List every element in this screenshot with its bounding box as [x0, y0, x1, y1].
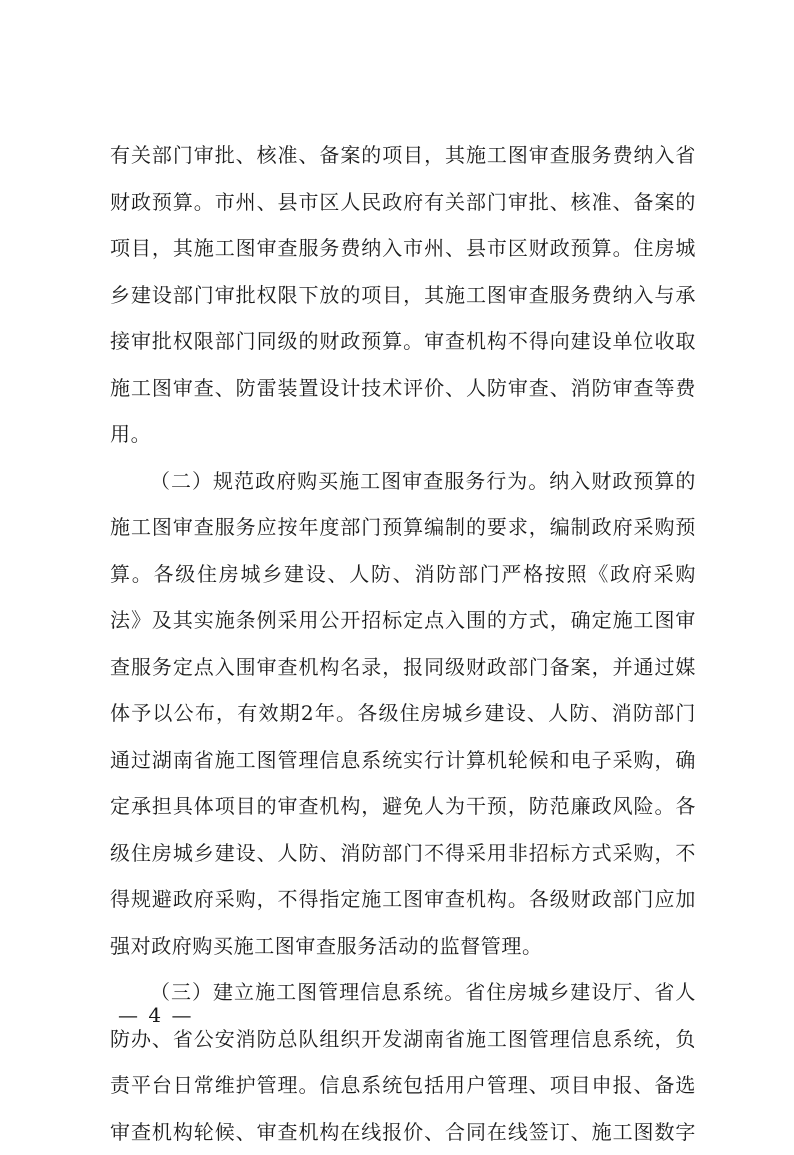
text-line: 用。 — [110, 411, 696, 458]
body-text — [110, 132, 696, 1155]
text-line: 项目，其施工图审查服务费纳入市州、县市区财政预算。住房城 — [110, 225, 696, 272]
text-line: 定承担具体项目的审查机构，避免人为干预，防范廉政风险。各 — [110, 783, 696, 830]
text-line: 体予以公布，有效期2年。各级住房城乡建设、人防、消防部门 — [110, 690, 696, 737]
section-heading-line: （三）建立施工图管理信息系统。省住房城乡建设厅、省人 — [110, 969, 696, 1016]
text-line: 施工图审查服务应按年度部门预算编制的要求，编制政府采购预 — [110, 504, 696, 551]
text-line: 接审批权限部门同级的财政预算。审查机构不得向建设单位收取 — [110, 318, 696, 365]
text-line: 财政预算。市州、县市区人民政府有关部门审批、核准、备案的 — [110, 179, 696, 226]
text-line: 级住房城乡建设、人防、消防部门不得采用非招标方式采购，不 — [110, 830, 696, 877]
text-line: 有关部门审批、核准、备案的项目，其施工图审查服务费纳入省 — [110, 132, 696, 179]
text-line: 审查机构轮候、审查机构在线报价、合同在线签订、施工图数字 — [110, 1109, 696, 1155]
text-line: 法》及其实施条例采用公开招标定点入围的方式，确定施工图审 — [110, 597, 696, 644]
text-line: 施工图审查、防雷装置设计技术评价、人防审查、消防审查等费 — [110, 365, 696, 412]
text-line: 防办、省公安消防总队组织开发湖南省施工图管理信息系统，负 — [110, 1016, 696, 1063]
text-line: 算。各级住房城乡建设、人防、消防部门严格按照《政府采购 — [110, 551, 696, 598]
text-line: 责平台日常维护管理。信息系统包括用户管理、项目申报、备选 — [110, 1062, 696, 1109]
text-line: 得规避政府采购，不得指定施工图审查机构。各级财政部门应加 — [110, 876, 696, 923]
text-line: 强对政府购买施工图审查服务活动的监督管理。 — [110, 923, 696, 970]
text-line: 通过湖南省施工图管理信息系统实行计算机轮候和电子采购，确 — [110, 737, 696, 784]
text-line: 乡建设部门审批权限下放的项目，其施工图审查服务费纳入与承 — [110, 272, 696, 319]
page-number: — 4 — — [118, 1000, 193, 1030]
text-line: 查服务定点入围审查机构名录，报同级财政部门备案，并通过媒 — [110, 644, 696, 691]
section-heading-line: （二）规范政府购买施工图审查服务行为。纳入财政预算的 — [110, 458, 696, 505]
